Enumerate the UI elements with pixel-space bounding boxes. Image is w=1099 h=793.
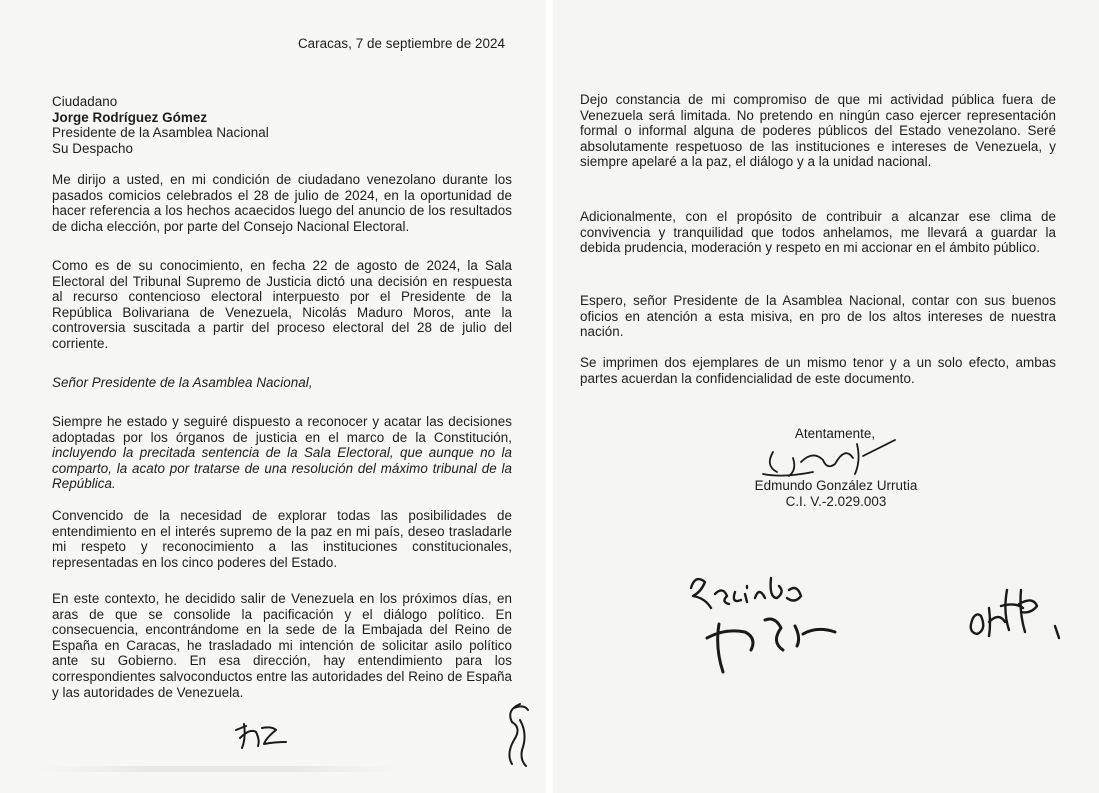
- paragraph-1: [52, 172, 512, 234]
- paragraph-9-text: Se imprimen dos ejemplares de un mismo tenor y a un solo efecto, ambas partes acuerdan la confidencialidad de este documento.: [580, 355, 1056, 386]
- recipient-name: Jorge Rodríguez Gómez: [52, 109, 208, 125]
- paragraph-3: [52, 414, 512, 492]
- letter-page-left: [0, 0, 546, 793]
- recipient-address: [52, 94, 512, 156]
- paragraph-9: [580, 355, 1056, 386]
- signer-id: C.I. V.-2.029.003: [785, 494, 887, 509]
- paragraph-3-text: [52, 414, 512, 492]
- paragraph-8: [580, 293, 1056, 340]
- paragraph-4: [52, 508, 512, 570]
- paragraph-6-text: Dejo constancia de mi compromiso de que mi actividad pública fuera de Venezuela será limitada. No pretendo en ningún caso ejercer representación formal o informal alguna de poderes públicos del Estado venezolano. Seré absolutamente respetuoso de las instituciones e intereses de Venezuela, y siempre apelaré a la paz, el diálogo y a la unidad nacional.: [580, 92, 1056, 170]
- faded-footer-text: [40, 766, 400, 772]
- paragraph-1-text: Me dirijo a usted, en mi condición de ciudadano venezolano durante los pasados comicios celebrados el 28 de julio de 2024, en la oportunidad de hacer referencia a los hechos acaecidos luego del anuncio de los resultados de dicha elección, por parte del Consejo Nacional Electoral.: [52, 172, 512, 234]
- paragraph-2-text: Como es de su conocimiento, en fecha 22 de agosto de 2024, la Sala Electoral del Tribunal Supremo de Justicia dictó una decisión en respuesta al recurso contencioso electoral interpuesto por el Presidente de la República Bolivariana de Venezuela, Nicolás Maduro Moros, ante la controversia suscitada a partir del proceso electoral del 28 de julio del corriente.: [52, 258, 512, 351]
- letter-page-right: [553, 0, 1099, 793]
- initials-signature-margin: [498, 700, 538, 770]
- salutation-text: Señor Presidente de la Asamblea Nacional,: [52, 375, 313, 390]
- paragraph-8-text: Espero, señor Presidente de la Asamblea Nacional, contar con sus buenos oficios en atención a esta misiva, en pro de los altos intereses de nuestra nación.: [580, 293, 1056, 340]
- paragraph-3-italic: incluyendo la precitada sentencia de la Sala Electoral, que aunque no la comparto, la acato por tratarse de una resolución del máximo tribunal de la República.: [52, 445, 512, 492]
- recipient-office: Su Despacho: [52, 140, 133, 156]
- received-handwritten-signature: [685, 568, 855, 678]
- signer-name: Edmundo González Urrutia: [754, 478, 918, 493]
- closing-word: Atentamente,: [794, 426, 876, 441]
- paragraph-7-text: Adicionalmente, con el propósito de contribuir a alcanzar ese clima de convivencia y tranquilidad que todos anhelamos, me llevará a guardar la debida prudencia, moderación y respeto en mi accionar en el ámbito público.: [580, 209, 1056, 256]
- initials-signature-right: [963, 578, 1073, 648]
- paragraph-5-text: En este contexto, he decidido salir de Venezuela en los próximos días, en aras de que se consolide la pacificación y el diálogo político. En consecuencia, encontrándome en la sede de la Embajada del Reino de España en Caracas, he trasladado mi intención de solicitar asilo político ante su Gobierno. En esa dirección, hay entendimiento para los correspondientes salvoconductos entre las autoridades del Reino de España y las autoridades de Venezuela.: [52, 591, 512, 700]
- paragraph-5: [52, 591, 512, 700]
- address-line-title: Ciudadano: [52, 94, 118, 109]
- paragraph-7: [580, 209, 1056, 256]
- paragraph-2: [52, 258, 512, 352]
- paragraph-3-start: Siempre he estado y seguiré dispuesto a reconocer y acatar las decisiones adoptadas por los órganos de justicia en el marco de la Constitución,: [52, 414, 512, 445]
- initials-signature-left: [232, 718, 292, 752]
- page-gap: [546, 0, 553, 793]
- paragraph-6: [580, 92, 1056, 170]
- recipient-position: Presidente de la Asamblea Nacional: [52, 125, 269, 141]
- paragraph-4-text: Convencido de la necesidad de explorar todas las posibilidades de entendimiento en el interés supremo de la paz en mi país, deseo trasladarle mi respeto y reconocimiento a las instituciones constitucionales, representadas en los cinco poderes del Estado.: [52, 508, 512, 570]
- salutation: [52, 375, 512, 391]
- date-line: Caracas, 7 de septiembre de 2024: [297, 36, 505, 51]
